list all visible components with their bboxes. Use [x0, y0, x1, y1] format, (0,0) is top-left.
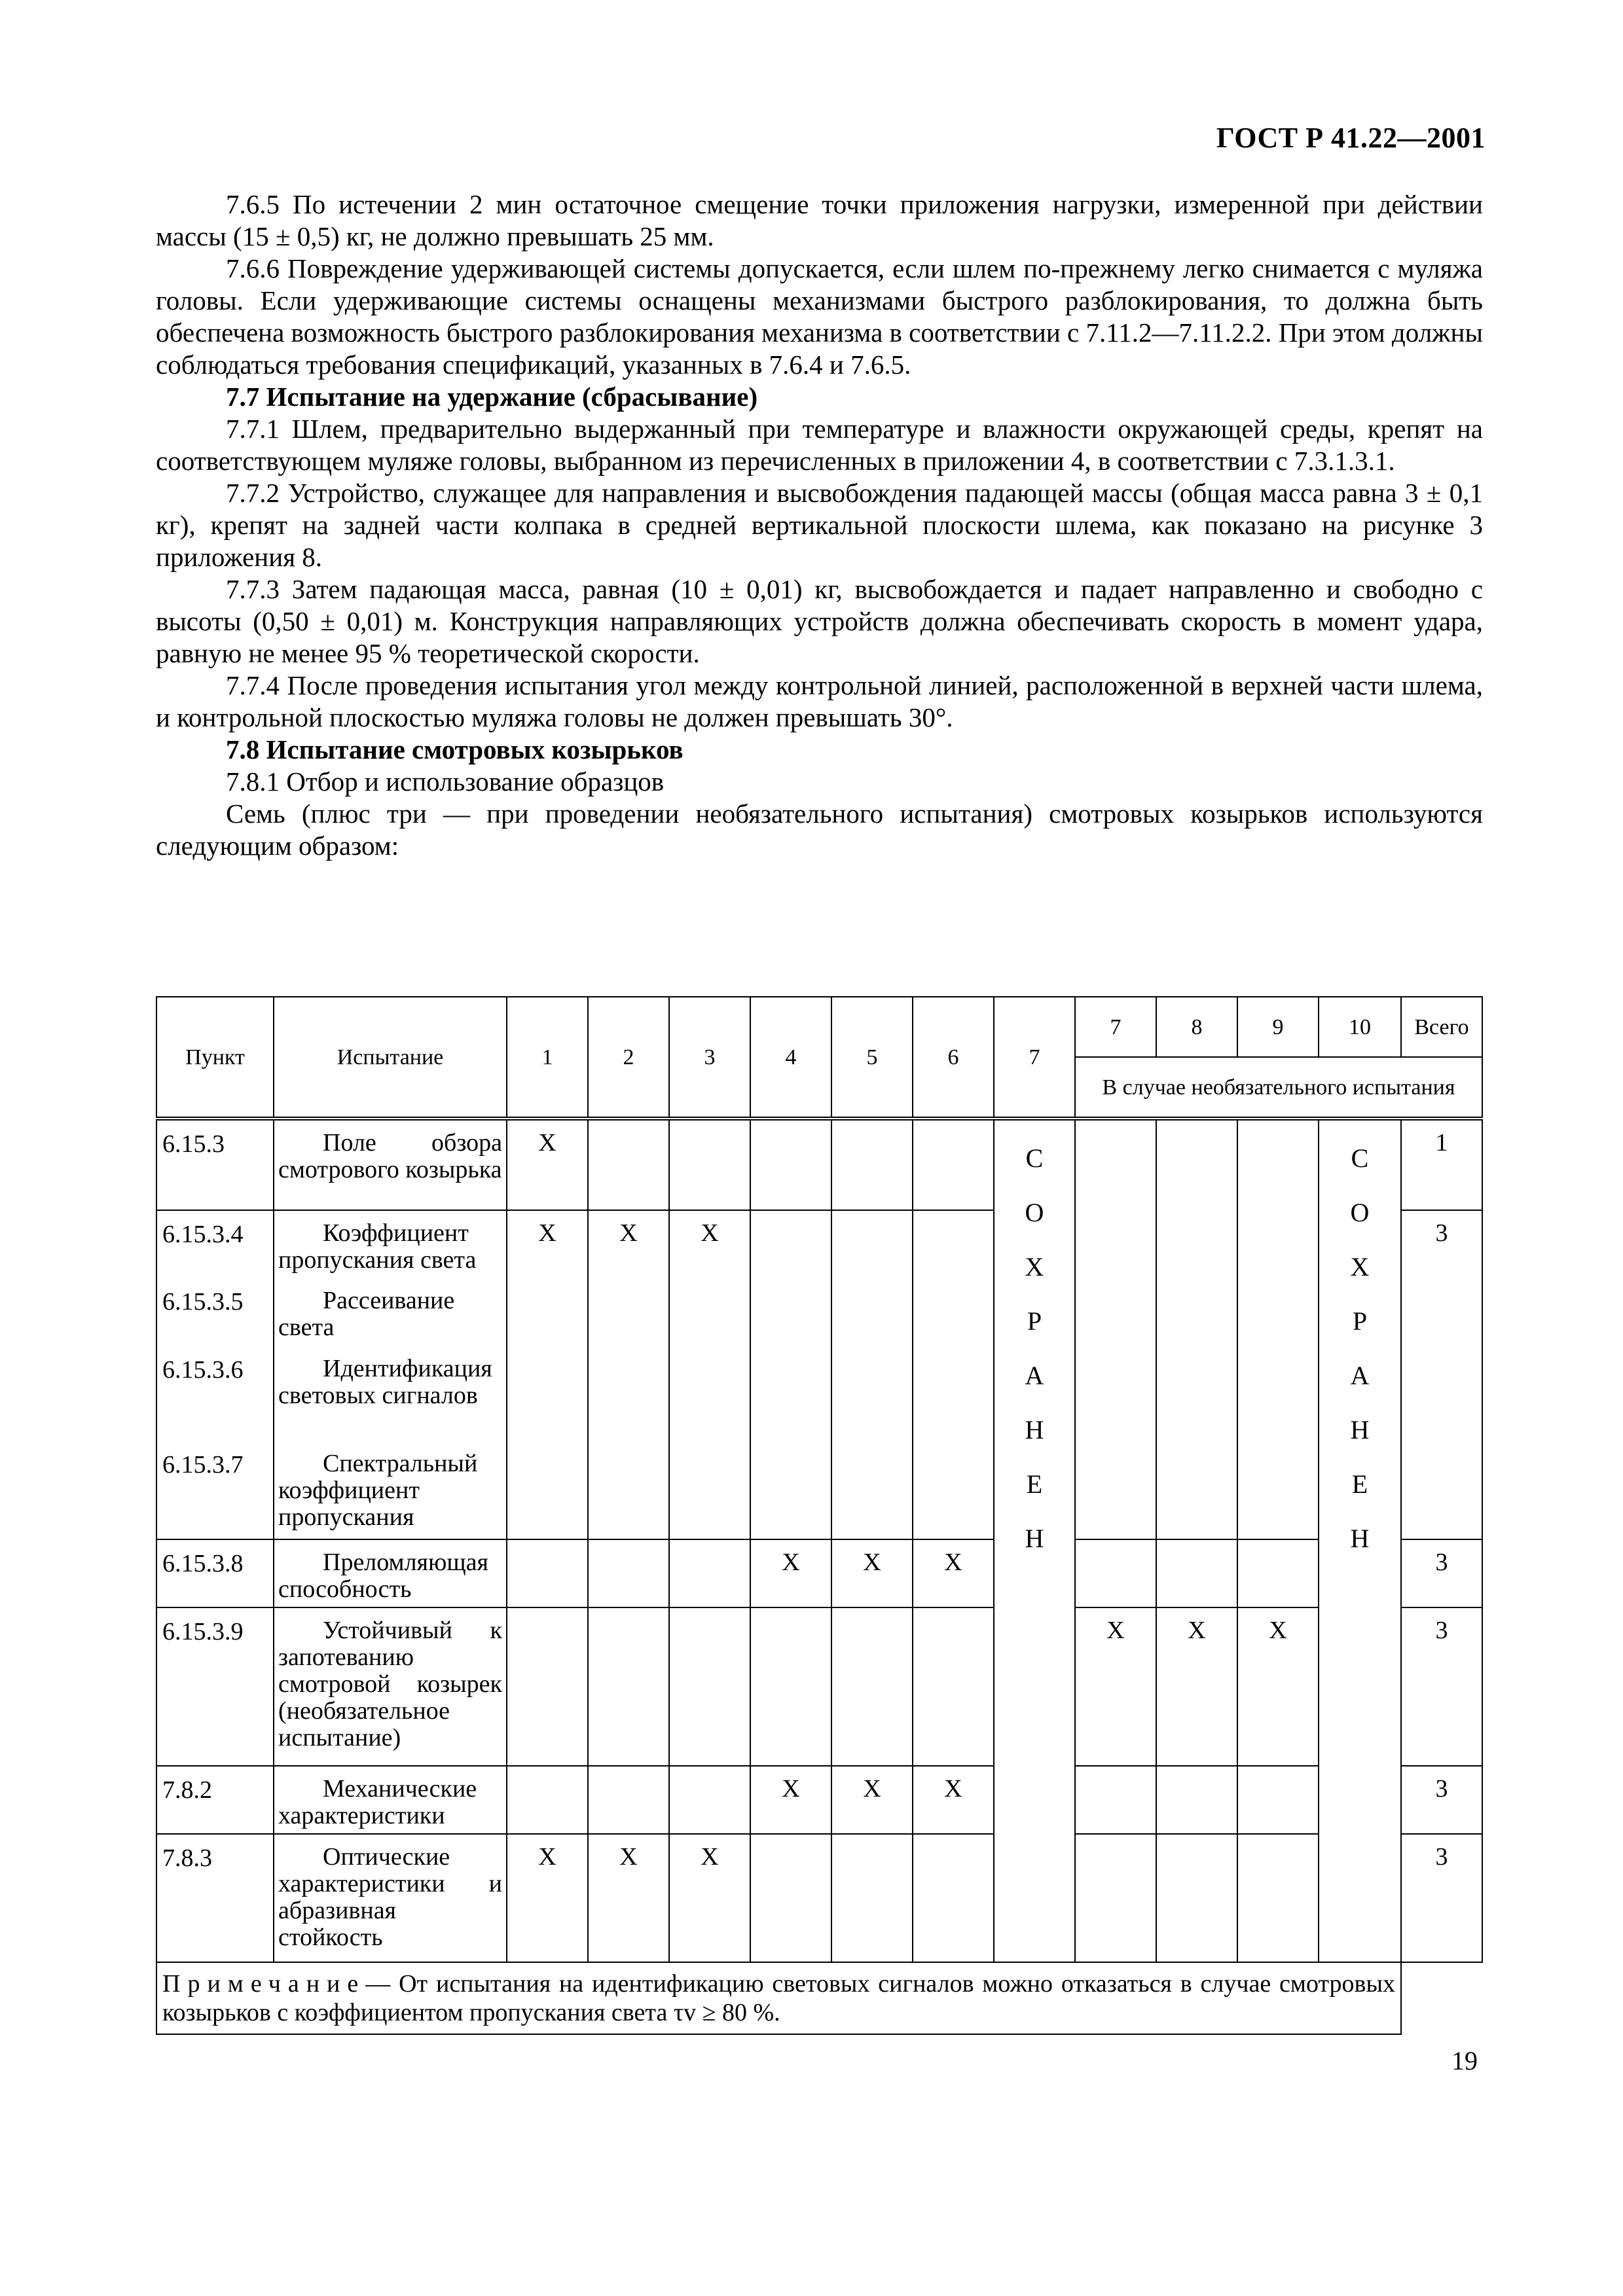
row-item: 6.15.3.6: [156, 1346, 274, 1441]
row-mark-2: [588, 1766, 669, 1834]
header-total: Всего: [1401, 997, 1482, 1057]
paragraph-7-7-4: 7.7.4 После проведения испытания угол между контрольной линией, расположенной в верхней части шлема, и контрольной плоскостью муляжа головы не должен превышать 30°.: [156, 670, 1483, 732]
header-col-3: 3: [669, 997, 750, 1119]
row-item: 6.15.3.4: [156, 1210, 274, 1278]
row-mark-1: [507, 1539, 588, 1607]
retained-column-7: [994, 1119, 1075, 1962]
row-mark-2: X: [588, 1210, 669, 1539]
row-test: Поле обзора смотрового козырька: [274, 1119, 507, 1210]
table-row: [156, 1834, 1482, 1962]
table-row: [156, 1607, 1482, 1766]
row-test: Устойчивый к запотеванию смотровой козырек (необязательное испытание): [274, 1607, 507, 1766]
samples-table: [156, 996, 1483, 2035]
section-heading-7-8: 7.8 Испытание смотровых козырьков: [226, 734, 684, 764]
row-item: 6.15.3.8: [156, 1539, 274, 1607]
header-test: Испытание: [274, 997, 507, 1119]
row-mark-3: X: [669, 1834, 750, 1962]
row-mark-6: X: [913, 1766, 994, 1834]
row-mark-6: [913, 1834, 994, 1962]
table-note: [156, 1962, 1401, 2034]
row-mark-5: [831, 1834, 913, 1962]
paragraph-7-7-3: 7.7.3 Затем падающая масса, равная (10 ± 0,01) кг, высвобождается и падает направленно и свободно с высоты (0,50 ± 0,01) м. Конструкция направляющих устройств должна обеспечивать скорость в момент удара, равную не менее 95 % теоретической скорости.: [156, 574, 1483, 668]
table-header: [156, 997, 1482, 1119]
row-total: 1: [1401, 1119, 1482, 1210]
document-code: ГОСТ Р 41.22—2001: [1216, 122, 1486, 154]
header-optional-col-8: 8: [1156, 997, 1237, 1057]
paragraph-samples-intro: Семь (плюс три — при проведении необязательного испытания) смотровых козырьков используются следующим образом:: [156, 798, 1483, 861]
table-row: [156, 1119, 1482, 1210]
row-mark-4: [750, 1607, 831, 1766]
header-optional-col-10: 10: [1319, 997, 1401, 1057]
row-mark-6: [913, 1210, 994, 1539]
row-mark-5: X: [831, 1766, 913, 1834]
row-item: 6.15.3: [156, 1119, 274, 1210]
table-note-row: [156, 1962, 1482, 2034]
row-mark-4: X: [750, 1539, 831, 1607]
row-mark-opt-8: [1156, 1119, 1237, 1539]
row-mark-1: X: [507, 1210, 588, 1539]
row-test: Оптические характеристики и абразивная стойкость: [274, 1834, 507, 1962]
paragraph-7-7-2: 7.7.2 Устройство, служащее для направления и высвобождения падающей массы (общая масса равна 3 ± 0,1 кг), крепят на задней части колпака в средней вертикальной плоскости шлема, как показано на рисунке 3 приложения 8.: [156, 478, 1483, 572]
row-mark-opt-8: X: [1156, 1607, 1237, 1766]
header-col-7: 7: [994, 997, 1075, 1119]
row-mark-3: X: [669, 1210, 750, 1539]
row-mark-5: [831, 1607, 913, 1766]
row-mark-6: [913, 1607, 994, 1766]
paragraph-7-6-5: 7.6.5 По истечении 2 мин остаточное смещение точки приложения нагрузки, измеренной при действии массы (15 ± 0,5) кг, не должно превышать 25 мм.: [156, 189, 1483, 251]
row-mark-opt-8: [1156, 1834, 1237, 1962]
row-mark-1: [507, 1766, 588, 1834]
row-mark-4: X: [750, 1766, 831, 1834]
body-text: [156, 188, 1483, 862]
row-mark-3: [669, 1766, 750, 1834]
row-mark-opt-8: [1156, 1539, 1237, 1607]
row-mark-4: [750, 1210, 831, 1539]
row-item: 7.8.3: [156, 1834, 274, 1962]
row-mark-opt-9: [1237, 1766, 1319, 1834]
row-total: 3: [1401, 1766, 1482, 1834]
retained-column-10: [1319, 1119, 1401, 1962]
header-optional-col-7: 7: [1075, 997, 1156, 1057]
row-mark-4: [750, 1834, 831, 1962]
row-mark-2: X: [588, 1834, 669, 1962]
row-test: Механические характеристики: [274, 1766, 507, 1834]
paragraph-7-8-1: 7.8.1 Отбор и использование образцов: [226, 766, 665, 797]
row-test: Рассеивание света: [274, 1278, 507, 1346]
header-col-6: 6: [913, 997, 994, 1119]
row-mark-opt-7: [1075, 1834, 1156, 1962]
table-row: [156, 1539, 1482, 1607]
row-mark-5: [831, 1119, 913, 1210]
note-label: Примечание: [162, 1970, 366, 1998]
row-mark-3: [669, 1119, 750, 1210]
row-mark-1: X: [507, 1834, 588, 1962]
paragraph-7-7-1: 7.7.1 Шлем, предварительно выдержанный при температуре и влажности окружающей среды, крепят на соответствующем муляже головы, выбранном из перечисленных в приложении 4, в соответствии с 7.3.1.3.1.: [156, 414, 1483, 476]
row-total: 3: [1401, 1539, 1482, 1607]
row-mark-opt-7: [1075, 1766, 1156, 1834]
row-mark-4: [750, 1119, 831, 1210]
row-mark-opt-9: [1237, 1119, 1319, 1539]
row-mark-opt-7: [1075, 1539, 1156, 1607]
header-col-5: 5: [831, 997, 913, 1119]
header-col-4: 4: [750, 997, 831, 1119]
header-col-1: 1: [507, 997, 588, 1119]
row-test: Преломляющая способность: [274, 1539, 507, 1607]
row-total: 3: [1401, 1210, 1482, 1539]
header-optional-col-9: 9: [1237, 997, 1319, 1057]
row-test: Спектральный коэффициент пропускания: [274, 1441, 507, 1539]
row-item: 6.15.3.5: [156, 1278, 274, 1346]
row-mark-opt-7: X: [1075, 1607, 1156, 1766]
row-mark-opt-9: [1237, 1834, 1319, 1962]
row-test: Идентификация световых сигналов: [274, 1346, 507, 1441]
row-mark-2: [588, 1607, 669, 1766]
row-item: 6.15.3.9: [156, 1607, 274, 1766]
row-mark-opt-9: X: [1237, 1607, 1319, 1766]
row-mark-2: [588, 1119, 669, 1210]
row-mark-opt-8: [1156, 1766, 1237, 1834]
row-mark-1: X: [507, 1119, 588, 1210]
retained-word-10: С О Х Р А Н Е Н: [1350, 1143, 1370, 1553]
row-mark-5: X: [831, 1539, 913, 1607]
note-text: — От испытания на идентификацию световых сигналов можно отказаться в случае смотровых козырьков с коэффициентом пропускания света τv ≥ 80 %.: [162, 1970, 1395, 2026]
row-total: 3: [1401, 1607, 1482, 1766]
row-mark-3: [669, 1539, 750, 1607]
row-item: 6.15.3.7: [156, 1441, 274, 1539]
section-heading-7-7: 7.7 Испытание на удержание (сбрасывание): [226, 382, 758, 412]
page-number: 19: [1451, 2046, 1478, 2075]
header-col-2: 2: [588, 997, 669, 1119]
row-mark-6: [913, 1119, 994, 1210]
row-mark-opt-9: [1237, 1539, 1319, 1607]
row-mark-3: [669, 1607, 750, 1766]
row-mark-5: [831, 1210, 913, 1539]
row-test: Коэффициент пропускания света: [274, 1210, 507, 1278]
row-mark-opt-7: [1075, 1119, 1156, 1539]
header-optional-caption: В случае необязательного испытания: [1075, 1057, 1482, 1119]
row-mark-6: X: [913, 1539, 994, 1607]
row-mark-1: [507, 1607, 588, 1766]
row-total: 3: [1401, 1834, 1482, 1962]
retained-word-7: С О Х Р А Н Е Н: [1025, 1143, 1044, 1553]
header-item: Пункт: [156, 997, 274, 1119]
table-row: [156, 1766, 1482, 1834]
row-mark-2: [588, 1539, 669, 1607]
paragraph-7-6-6: 7.6.6 Повреждение удерживающей системы допускается, если шлем по-прежнему легко снимается с муляжа головы. Если удерживающие системы оснащены механизмами быстрого разблокирования, то должна быть обеспечена возможность быстрого разблокирования механизма в соответствии с 7.11.2—7.11.2.2. При этом должны соблюдаться требования спецификаций, указанных в 7.6.4 и 7.6.5.: [156, 253, 1483, 380]
row-item: 7.8.2: [156, 1766, 274, 1834]
